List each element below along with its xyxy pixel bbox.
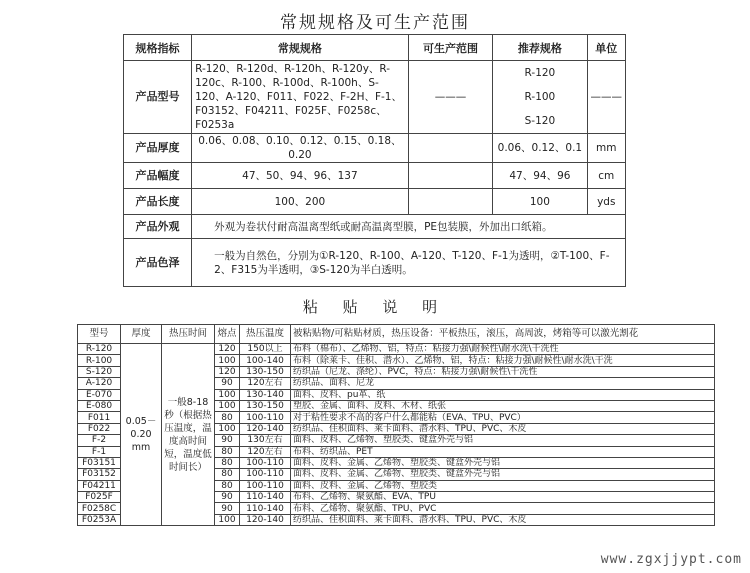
spec-cell: 47、94、96: [493, 163, 587, 189]
spec-title: 常规规格及可生产范围: [280, 13, 470, 33]
usage-cell: F03152: [78, 469, 121, 480]
usage-cell: 120: [215, 366, 240, 377]
spec-cell: 0.06、0.08、0.10、0.12、0.15、0.18、0.20: [192, 134, 409, 163]
spec-row-width: [124, 163, 626, 189]
spec-header-row: [124, 35, 626, 61]
spec-header: 推荐规格: [493, 35, 587, 61]
spec-cell: 外观为卷状付耐高温离型纸或耐高温离型膜，PE包装膜，外加出口纸箱。: [192, 215, 626, 239]
usage-cell: 80: [215, 412, 240, 423]
spec-cell: yds: [587, 189, 626, 215]
usage-cell: F022: [78, 423, 121, 434]
usage-cell: 100-140: [240, 355, 291, 366]
spec-row-color: [124, 239, 626, 287]
usage-cell: 90: [215, 492, 240, 503]
spec-cell: R-120、R-120d、R-120h、R-120y、R-120c、R-100、R-100d、R-100h、S-120、A-120、F011、F022、F-2H、F-1、F03152、F04211、F025F、F0258c、F0253a: [192, 61, 409, 134]
usage-header: 厚度: [121, 325, 162, 344]
usage-header: 熔点: [215, 325, 240, 344]
spec-row-label: 产品幅度: [124, 163, 192, 189]
spec-row-model: [124, 61, 626, 134]
usage-cell: 纺织品（尼龙、涤纶）、PVC，特点：粘接力强\耐候性\干洗性: [291, 366, 715, 377]
usage-cell: 纺织品、佳积面料、莱卡面料、潜水料、TPU、PVC、木皮: [291, 423, 715, 434]
usage-cell: 塑胶、金属、面料、皮料、木材、纸张: [291, 400, 715, 411]
usage-cell: 90: [215, 378, 240, 389]
usage-cell: 对于粘性要求不高的客户什么都能粘（EVA、TPU、PVC）: [291, 412, 715, 423]
usage-cell: F03151: [78, 457, 121, 468]
usage-header-row: [78, 325, 715, 344]
usage-cell: 130-150: [240, 400, 291, 411]
usage-cell: 100-110: [240, 412, 291, 423]
usage-cell: 100: [215, 423, 240, 434]
usage-cell: 纺织品、面料、尼龙: [291, 378, 715, 389]
spec-cell: 一般为自然色，分别为①R-120、R-100、A-120、T-120、F-1为透明，②T-100、F-2、F315为半透明，③S-120为半白透明。: [192, 239, 626, 287]
usage-cell: F04211: [78, 480, 121, 491]
usage-title: 粘 贴 说 明: [302, 298, 448, 316]
usage-cell: 布料、乙烯物、聚氨酯、TPU、PVC: [291, 503, 715, 514]
spec-row-label: 产品厚度: [124, 134, 192, 163]
spec-cell: 0.06、0.12、0.1: [493, 134, 587, 163]
spec-cell: cm: [587, 163, 626, 189]
usage-header: 热压温度: [240, 325, 291, 344]
usage-cell: F0258C: [78, 503, 121, 514]
usage-cell: 面料、皮料、金属、乙烯物、塑胶类、键盒外壳与铝: [291, 469, 715, 480]
rec-model: R-100: [524, 91, 556, 103]
spec-row-thickness: [124, 134, 626, 163]
usage-cell: 100: [215, 355, 240, 366]
usage-header: 热压时间: [162, 325, 215, 344]
spec-cell: ———: [408, 61, 493, 134]
usage-cell: 100: [215, 400, 240, 411]
spec-row-appearance: [124, 215, 626, 239]
usage-cell: F0253A: [78, 514, 121, 525]
spec-cell: 47、50、94、96、137: [192, 163, 409, 189]
spec-cell: 100: [493, 189, 587, 215]
usage-cell: R-120: [78, 344, 121, 355]
rec-model: S-120: [524, 115, 556, 127]
rec-model: R-120: [524, 67, 556, 79]
usage-cell: 130左右: [240, 435, 291, 446]
usage-cell: 120: [215, 344, 240, 355]
spec-cell: mm: [587, 134, 626, 163]
usage-cell: 0.05－0.20 mm: [121, 344, 162, 526]
usage-cell: 面料、皮料、金属、乙烯物、塑胶类、键盒外壳与铝: [291, 457, 715, 468]
usage-cell: A-120: [78, 378, 121, 389]
usage-cell: 布料、纺织品、PET: [291, 446, 715, 457]
usage-cell: 100: [215, 514, 240, 525]
spec-cell: [408, 163, 493, 189]
spec-cell: ———: [587, 61, 626, 134]
spec-row-label: 产品外观: [124, 215, 192, 239]
usage-cell: 100: [215, 389, 240, 400]
usage-cell: 120左右: [240, 378, 291, 389]
spec-row-label: 产品型号: [124, 61, 192, 134]
usage-table: [77, 324, 715, 526]
usage-cell: 120左右: [240, 446, 291, 457]
usage-cell: S-120: [78, 366, 121, 377]
usage-cell: 130-150: [240, 366, 291, 377]
usage-body: [78, 344, 715, 526]
usage-cell: 110-140: [240, 503, 291, 514]
usage-cell: 110-140: [240, 492, 291, 503]
usage-cell: 80: [215, 480, 240, 491]
spec-cell: [408, 134, 493, 163]
spec-cell: [493, 61, 587, 134]
usage-cell: 一般8-18秒（根据热压温度，温度高时间短，温度低时间长）: [162, 344, 215, 526]
usage-cell: F011: [78, 412, 121, 423]
watermark: www.zgxjjypt.com: [600, 552, 742, 567]
usage-cell: R-100: [78, 355, 121, 366]
spec-row-label: 产品长度: [124, 189, 192, 215]
spec-cell: 100、200: [192, 189, 409, 215]
usage-cell: 布料、乙烯物、聚氨酯、EVA、TPU: [291, 492, 715, 503]
usage-cell: 150以上: [240, 344, 291, 355]
usage-cell: 130-140: [240, 389, 291, 400]
usage-cell: 面料、皮料、pu革、纸: [291, 389, 715, 400]
usage-cell: 80: [215, 469, 240, 480]
spec-cell: [408, 189, 493, 215]
usage-cell: 100-110: [240, 469, 291, 480]
usage-cell: 面料、皮料、乙烯物、塑胶类、键盒外壳与铝: [291, 435, 715, 446]
spec-table: [123, 34, 626, 287]
usage-cell: 80: [215, 446, 240, 457]
usage-cell: E-070: [78, 389, 121, 400]
usage-cell: 120-140: [240, 514, 291, 525]
usage-cell: 90: [215, 435, 240, 446]
usage-header: 被粘贴物/可粘贴材质，热压设备：平板热压，滚压，高周波，烤箱等可以激光割花: [291, 325, 715, 344]
usage-cell: F025F: [78, 492, 121, 503]
spec-header: 规格指标: [124, 35, 192, 61]
usage-cell: 100-110: [240, 480, 291, 491]
spec-row-label: 产品色泽: [124, 239, 192, 287]
usage-cell: 90: [215, 503, 240, 514]
spec-header: 可生产范围: [408, 35, 493, 61]
usage-cell: F-1: [78, 446, 121, 457]
usage-cell: 100-110: [240, 457, 291, 468]
usage-cell: 布料（棉布）、乙烯物、铝，特点：粘接力强\耐候性\耐水洗\干洗性: [291, 344, 715, 355]
usage-header: 型号: [78, 325, 121, 344]
usage-cell: 80: [215, 457, 240, 468]
usage-cell: 纺织品、佳积面料、莱卡面料、潜水料、TPU、PVC、木皮: [291, 514, 715, 525]
spec-header: 单位: [587, 35, 626, 61]
spec-header: 常规规格: [192, 35, 409, 61]
usage-cell: F-2: [78, 435, 121, 446]
usage-cell: 面料、皮料、金属、乙烯物、塑胶类: [291, 480, 715, 491]
usage-cell: 120-140: [240, 423, 291, 434]
usage-row: [78, 344, 715, 355]
usage-cell: 布料（除莱卡、佳积、潜水）、乙烯物、铝，特点：粘接力强\耐候性\耐水洗\干洗: [291, 355, 715, 366]
spec-row-length: [124, 189, 626, 215]
usage-cell: E-080: [78, 400, 121, 411]
